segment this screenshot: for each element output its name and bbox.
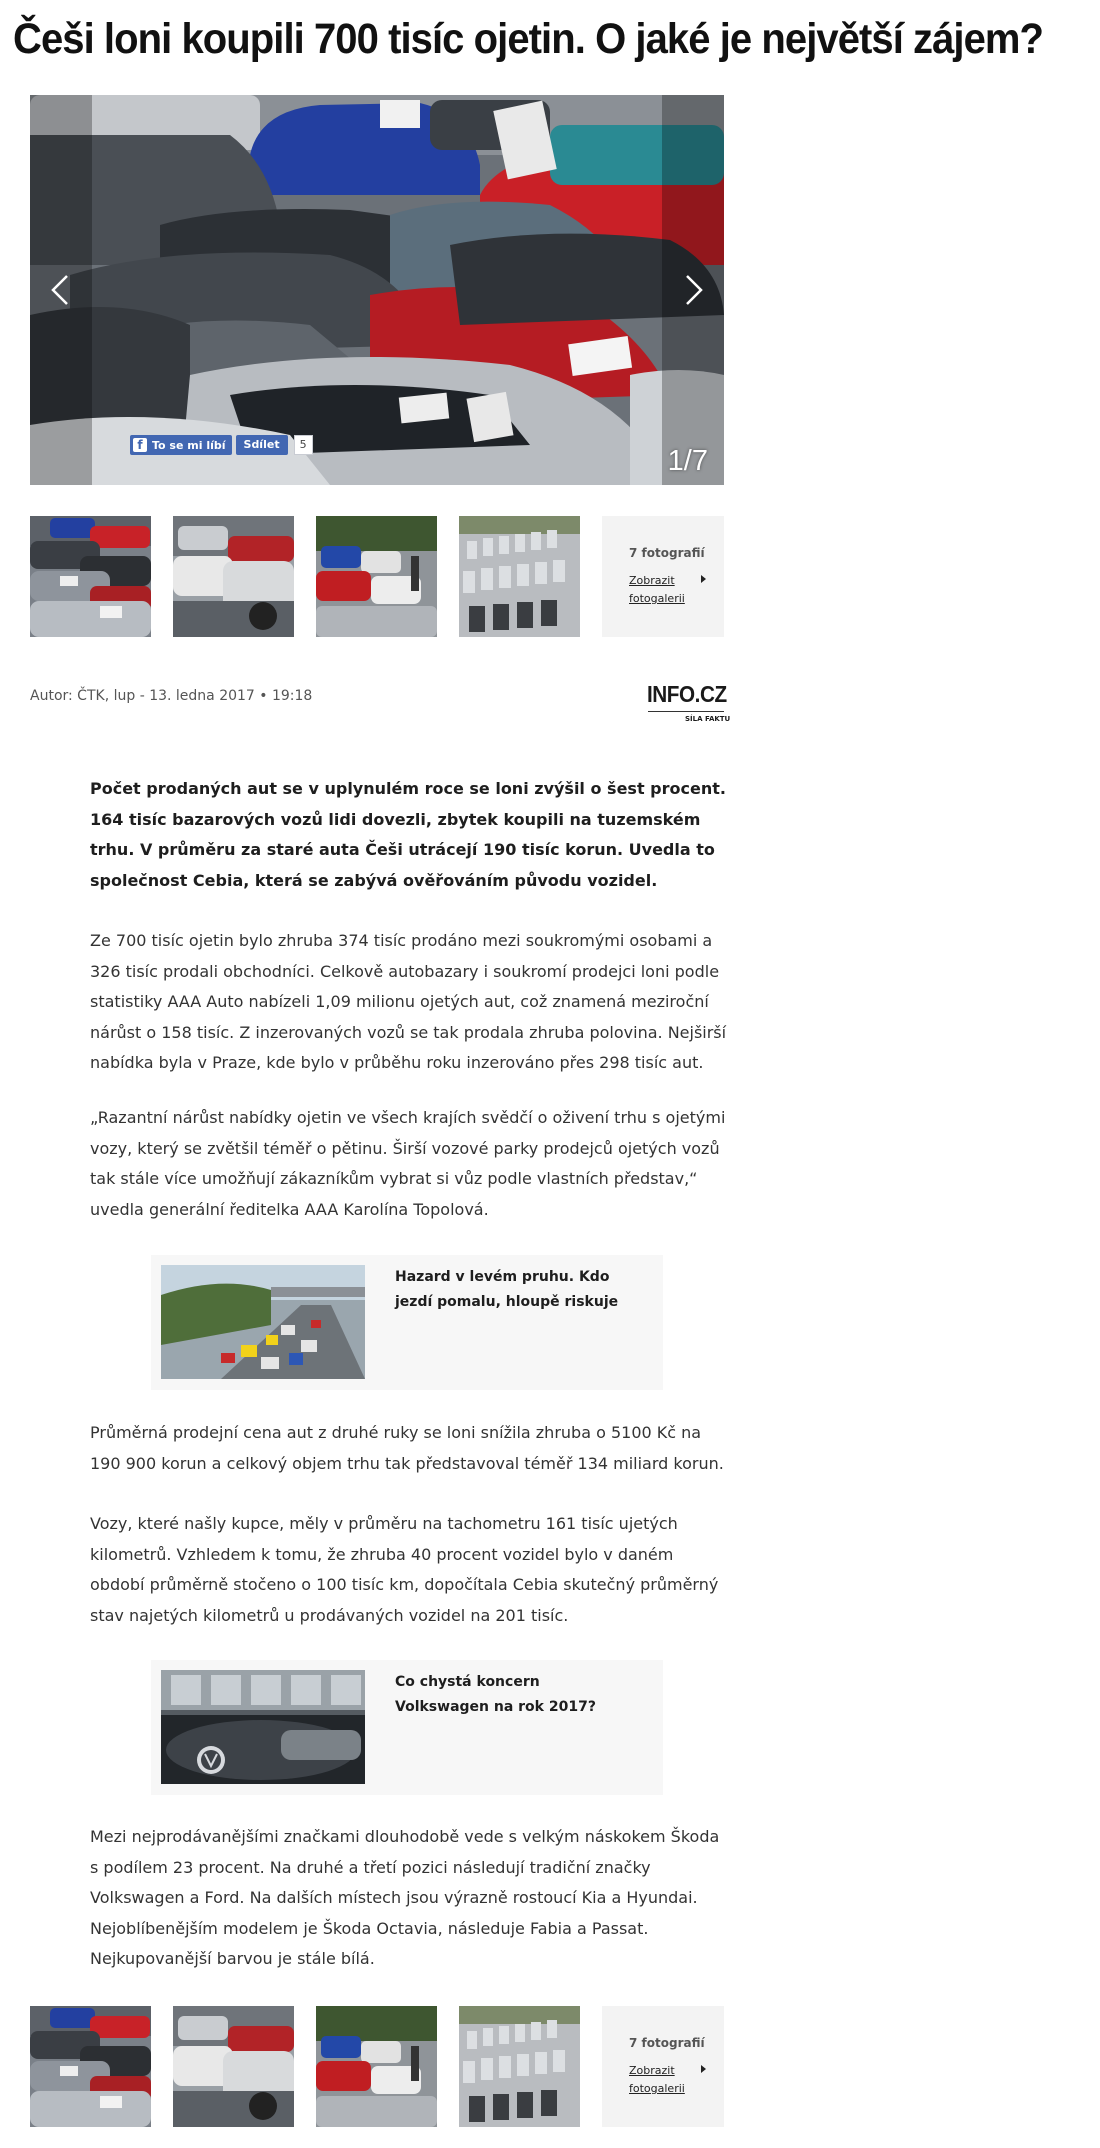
facebook-share-button[interactable]: Sdílet [236, 435, 288, 455]
related-article-title[interactable]: Co chystá koncern Volkswagen na rok 2017? [395, 1674, 596, 1715]
related-article-image [161, 1670, 365, 1784]
gallery-photo-count: 7 fotografií [629, 2036, 705, 2050]
car-lot-photo [30, 95, 724, 485]
article-paragraph: „Razantní nárůst nabídky ojetin ve všech krajích svědčí o oživení trhu s ojetými vozy, který se zvětšil téměř o pětinu. Širší vozové parky prodejců ojetých vozů tak stále více umožňují zákazníkům vybrat si vůz podle vlastních představ,“ uvedla generální ředitelka AAA Karolína Topolová. [90, 1108, 726, 1219]
article-headline: Češi loni koupili 700 tisíc ojetin. O jaké je největší zájem? [13, 15, 1044, 63]
gallery-thumbnail[interactable] [459, 516, 580, 637]
thumbnail-strip-top [30, 516, 724, 637]
chevron-right-icon [677, 271, 711, 309]
show-gallery-box[interactable] [602, 516, 724, 637]
gallery-photo-count: 7 fotografií [629, 546, 705, 560]
article-perex: Počet prodaných aut se v uplynulém roce se loni zvýšil o šest procent. 164 tisíc bazarových vozů lidi dovezli, zbytek koupili na tuzemském trhu. V průměru za staré auta Češi utrácejí 190 tisíc korun. Uvedla to společnost Cebia, která se zabývá ověřováním původu vozidel. [90, 779, 726, 890]
show-gallery-link[interactable]: Zobrazit fotogalerii [629, 2064, 685, 2095]
arrow-right-icon [701, 2065, 706, 2073]
info-cz-logo[interactable] [647, 681, 731, 729]
photo-slideshow[interactable] [30, 95, 724, 485]
show-gallery-link[interactable]: Zobrazit fotogalerii [629, 574, 685, 605]
gallery-thumbnail[interactable] [316, 2006, 437, 2127]
article-paragraph: Ze 700 tisíc ojetin bylo zhruba 374 tisíc prodáno mezi soukromými osobami a 326 tisíc prodali obchodníci. Celkově autobazary i soukromí prodejci loni podle statistiky AAA Auto nabízeli 1,09 milionu ojetých aut, což znamená meziroční nárůst o 158 tisíc. Z inzerovaných vozů se tak prodala zhruba polovina. Nejširší nabídka byla v Praze, kde bylo v průběhu roku inzerováno přes 298 tisíc aut. [90, 931, 727, 1072]
car-photo-thumbnail [30, 516, 151, 637]
car-photo-thumbnail [173, 2006, 294, 2127]
facebook-social-bar [130, 435, 313, 455]
related-article-image [161, 1265, 365, 1379]
facebook-like-button[interactable] [130, 435, 232, 455]
facebook-like-count: 5 [294, 435, 313, 455]
show-gallery-box[interactable] [602, 2006, 724, 2127]
car-photo-thumbnail [30, 2006, 151, 2127]
gallery-thumbnail[interactable] [173, 2006, 294, 2127]
logo-divider [648, 711, 724, 712]
car-photo-thumbnail [459, 516, 580, 637]
source-logo-name: INFO.CZ [647, 681, 727, 707]
gallery-thumbnail[interactable] [173, 516, 294, 637]
related-article-title[interactable]: Hazard v levém pruhu. Kdo jezdí pomalu, hloupě riskuje [395, 1269, 619, 1310]
related-article-card[interactable] [151, 1255, 663, 1390]
car-photo-thumbnail [316, 2006, 437, 2127]
article-paragraph: Mezi nejprodávanějšími značkami dlouhodobě vede s velkým náskokem Škoda s podílem 23 procent. Na druhé a třetí pozici následují tradiční značky Volkswagen a Ford. Na dalších místech jsou výrazně rostoucí Kia a Hyundai. Nejoblíbenějším modelem je Škoda Octavia, následuje Fabia a Passat. Nejkupovanější barvou je stále bílá. [90, 1827, 720, 1968]
gallery-thumbnail[interactable] [30, 2006, 151, 2127]
facebook-like-label: To se mi líbí [152, 438, 226, 452]
article-paragraph: Vozy, které našly kupce, měly v průměru na tachometru 161 tisíc ujetých kilometrů. Vzhledem k tomu, že zhruba 40 procent vozidel bylo v daném období průměrně stočeno o 100 tisíc km, dopočítala Cebia skutečný průměrný stav najetých kilometrů u prodávaných vozidel na 201 tisíc. [90, 1514, 719, 1625]
article-paragraph: Průměrná prodejní cena aut z druhé ruky se loni snížila zhruba o 5100 Kč na 190 900 korun a celkový objem trhu tak představoval téměř 134 miliard korun. [90, 1423, 724, 1473]
next-photo-button[interactable] [677, 271, 711, 309]
photo-counter: 1/7 [667, 445, 708, 477]
car-photo-thumbnail [459, 2006, 580, 2127]
article-byline: Autor: ČTK, lup - 13. ledna 2017 • 19:18 [30, 688, 313, 704]
thumbnail-strip-bottom [30, 2006, 724, 2127]
highway-photo [161, 1265, 365, 1379]
chevron-left-icon [43, 271, 77, 309]
related-article-card[interactable] [151, 1660, 663, 1795]
gallery-thumbnail[interactable] [316, 516, 437, 637]
car-photo-thumbnail [173, 516, 294, 637]
gallery-thumbnail[interactable] [459, 2006, 580, 2127]
source-logo-tagline: SÍLA FAKTU [685, 715, 731, 723]
facebook-icon: f [133, 438, 147, 452]
car-photo-thumbnail [316, 516, 437, 637]
gallery-thumbnail[interactable] [30, 516, 151, 637]
arrow-right-icon [701, 575, 706, 583]
previous-photo-button[interactable] [43, 271, 77, 309]
volkswagen-cars-photo [161, 1670, 365, 1784]
